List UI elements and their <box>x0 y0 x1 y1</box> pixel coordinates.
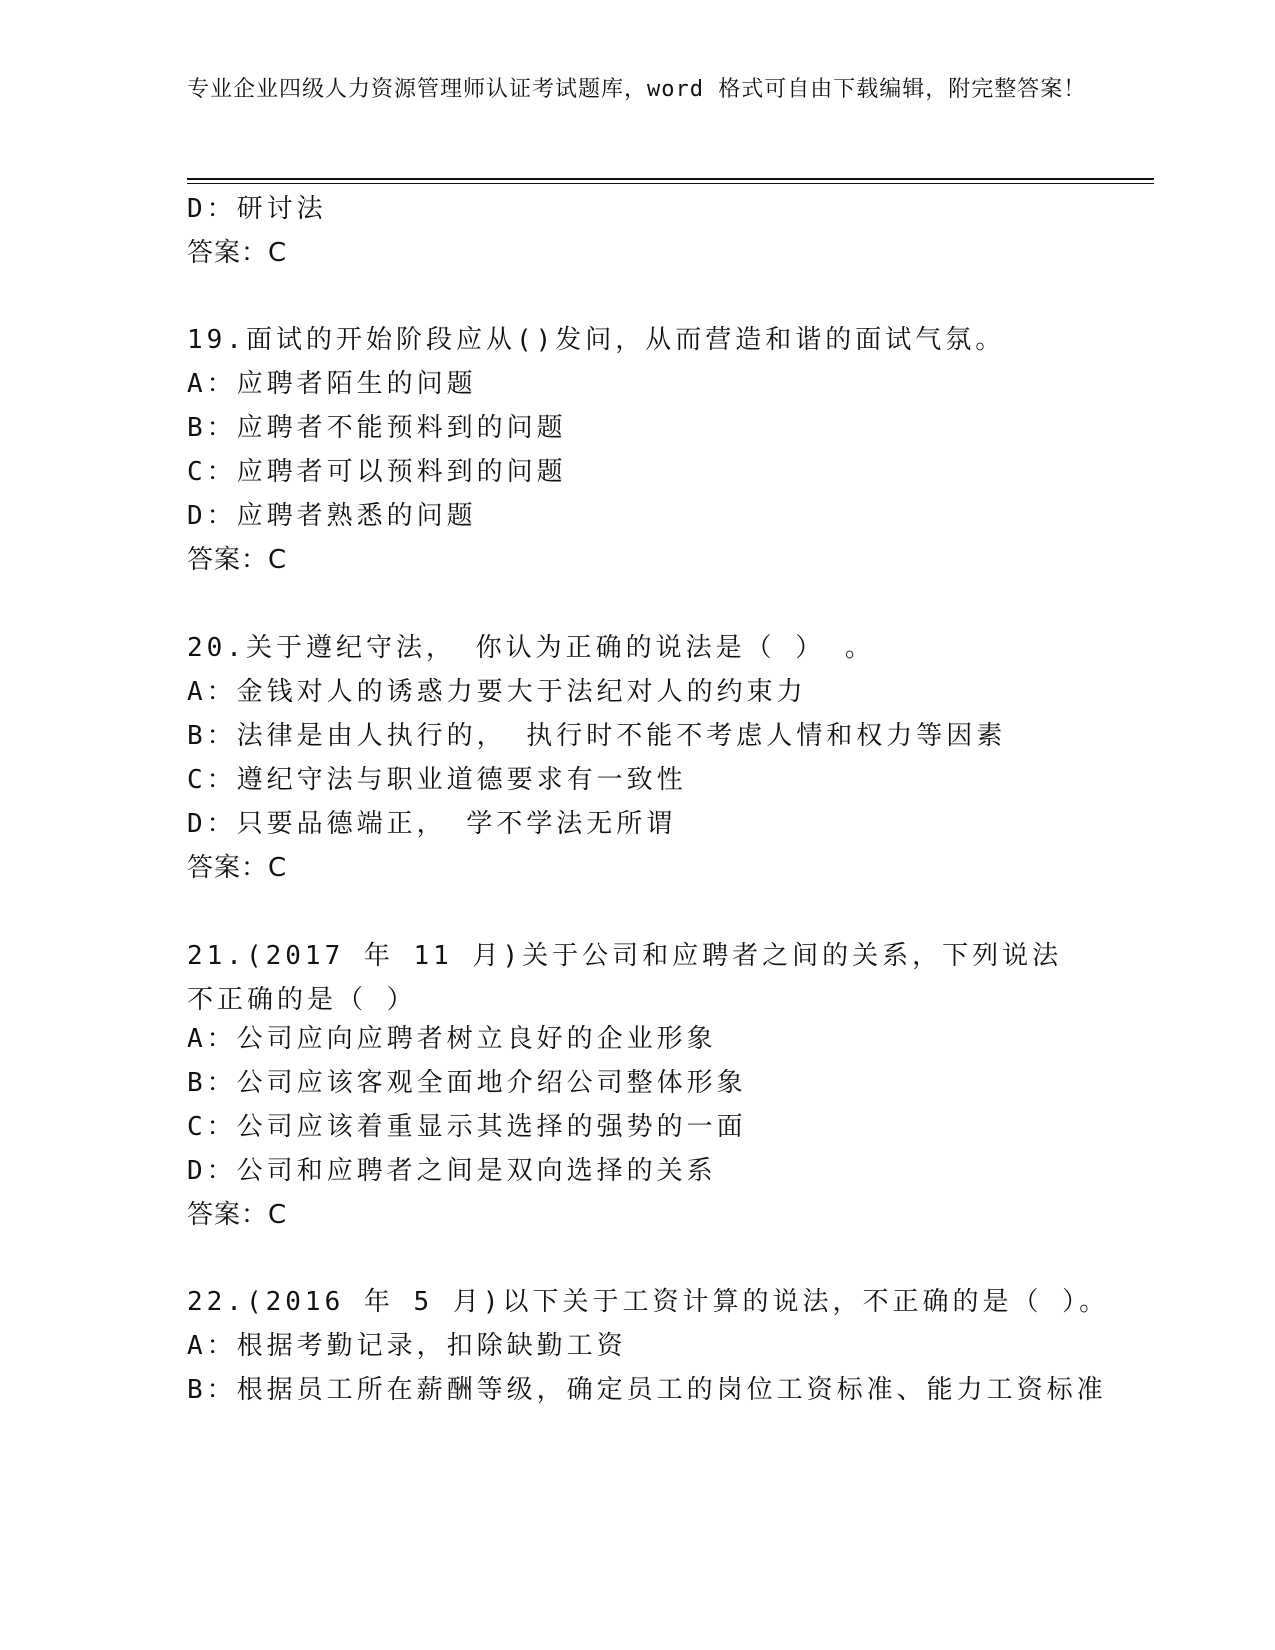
option-a: A：应聘者陌生的问题 <box>187 369 477 399</box>
question-stem: 22.(2016 年 5 月)以下关于工资计算的说法，不正确的是（ ）。 <box>187 1287 1110 1317</box>
option-d: D：公司和应聘者之间是双向选择的关系 <box>187 1156 717 1186</box>
header-rule-thin <box>187 183 1154 184</box>
option-b: B：根据员工所在薪酬等级，确定员工的岗位工资标准、能力工资标准 <box>187 1375 1107 1405</box>
document-header: 专业企业四级人力资源管理师认证考试题库，word 格式可自由下载编辑，附完整答案！ <box>187 77 1087 102</box>
option-d: D：研讨法 <box>187 194 327 224</box>
option-a: A：公司应向应聘者树立良好的企业形象 <box>187 1024 717 1054</box>
question-stem: 20.关于遵纪守法， 你认为正确的说法是（ ） 。 <box>187 633 875 663</box>
answer: 答案：C <box>187 238 288 268</box>
option-d: D：应聘者熟悉的问题 <box>187 501 477 531</box>
answer: 答案：C <box>187 545 288 575</box>
option-a: A：根据考勤记录，扣除缺勤工资 <box>187 1331 627 1361</box>
option-b: B：公司应该客观全面地介绍公司整体形象 <box>187 1068 747 1098</box>
question-stem: 19.面试的开始阶段应从()发问，从而营造和谐的面试气氛。 <box>187 325 1006 355</box>
header-rule <box>187 178 1154 180</box>
answer: 答案：C <box>187 1200 288 1230</box>
option-c: C：遵纪守法与职业道德要求有一致性 <box>187 765 687 795</box>
question-stem: 21.(2017 年 11 月)关于公司和应聘者之间的关系，下列说法不正确的是（ ） <box>187 941 1063 1015</box>
answer: 答案：C <box>187 853 288 883</box>
option-c: C：应聘者可以预料到的问题 <box>187 457 567 487</box>
option-c: C：公司应该着重显示其选择的强势的一面 <box>187 1112 747 1142</box>
option-a: A：金钱对人的诱惑力要大于法纪对人的约束力 <box>187 677 807 707</box>
option-b: B：法律是由人执行的， 执行时不能不考虑人情和权力等因素 <box>187 721 1007 751</box>
option-d: D：只要品德端正， 学不学法无所谓 <box>187 809 677 839</box>
option-b: B：应聘者不能预料到的问题 <box>187 413 567 443</box>
